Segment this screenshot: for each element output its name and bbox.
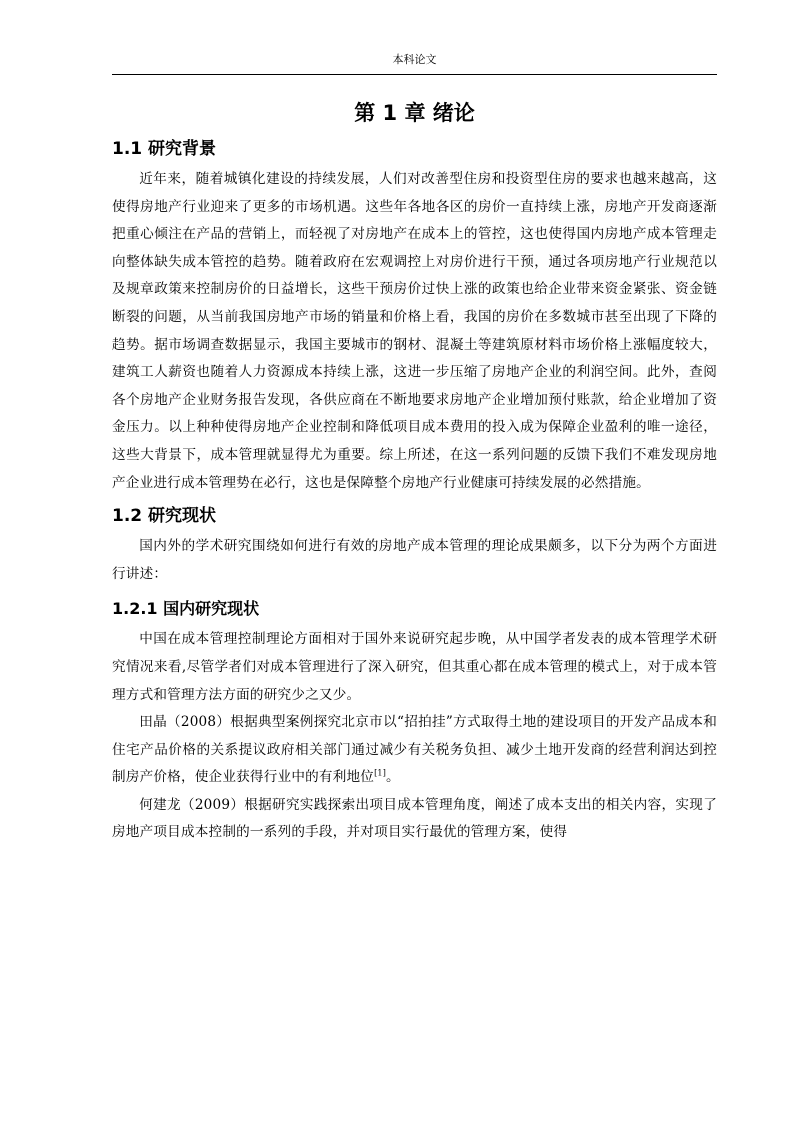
running-header-title: 本科论文 xyxy=(392,53,437,66)
paragraph-domestic-3: 何建龙（2009）根据研究实践探索出项目成本管理角度，阐述了成本支出的相关内容，实现了房地产项目成本控制的一系列的手段，并对项目实行最优的管理方案，使得 xyxy=(112,796,717,841)
paragraph-status-intro: 国内外的学术研究围绕如何进行有效的房地产成本管理的理论成果颇多，以下分为两个方面进行讲述： xyxy=(112,538,717,582)
paragraph-domestic-2-end: 。 xyxy=(386,769,400,786)
paragraph-domestic-2 xyxy=(112,709,717,792)
chapter-title: 第 1 章 绪论 xyxy=(354,101,475,125)
paragraph-domestic-2-text: 田晶（2008）根据典型案例探究北京市以“招拍挂”方式取得土地的建设项目的开发产品成本和住宅产品价格的关系提议政府相关部门通过减少有关税务负担、减少土地开发商的经营利润达到控制房产价格，使企业获得行业中的有利地位 xyxy=(112,714,717,786)
page-body xyxy=(112,98,717,847)
citation-ref-1: [1] xyxy=(374,768,387,778)
subsection-heading-1-2-1: 1.2.1 国内研究现状 xyxy=(112,599,260,619)
paragraph-background: 近年来，随着城镇化建设的持续发展，人们对改善型住房和投资型住房的要求也越来越高，这使得房地产行业迎来了更多的市场机遇。这些年各地各区的房价一直持续上涨，房地产开发商逐渐把重心倾注在产品的营销上，而轻视了对房地产在成本上的管控，这也使得国内房地产成本管理走向整体缺失成本管控的趋势。随着政府在宏观调控上对房价进行干预，通过各项房地产行业规范以及规章政策来控制房价的日益增长，这些干预房价过快上涨的政策也给企业带来资金紧张、资金链断裂的问题，从当前我国房地产市场的销量和价格上看，我国的房价在多数城市甚至出现了下降的趋势。据市场调查数据显示，我国主要城市的钢材、混凝土等建筑原材料市场价格上涨幅度较大，建筑工人薪资也随着人力资源成本持续上涨，这进一步压缩了房地产企业的利润空间。此外，查阅各个房地产企业财务报告发现，各供应商在不断地要求房地产企业增加预付账款，给企业增加了资金压力。以上种种使得房地产企业控制和降低项目成本费用的投入成为保障企业盈利的唯一途径，这些大背景下，成本管理就显得尤为重要。综上所述，在这一系列问题的反馈下我们不难发现房地产企业进行成本管理势在必行，这也是保障整个房地产行业健康可持续发展的必然措施。 xyxy=(112,171,717,491)
paragraph-domestic-1: 中国在成本管理控制理论方面相对于国外来说研究起步晚，从中国学者发表的成本管理学术研究情况来看,尽管学者们对成本管理进行了深入研究，但其重心都在成本管理的模式上，对于成本管理方式和管理方法方面的研究少之又少。 xyxy=(112,631,717,703)
section-heading-1-2: 1.2 研究现状 xyxy=(112,506,217,527)
running-header xyxy=(112,52,717,75)
section-heading-1-1: 1.1 研究背景 xyxy=(112,139,217,159)
